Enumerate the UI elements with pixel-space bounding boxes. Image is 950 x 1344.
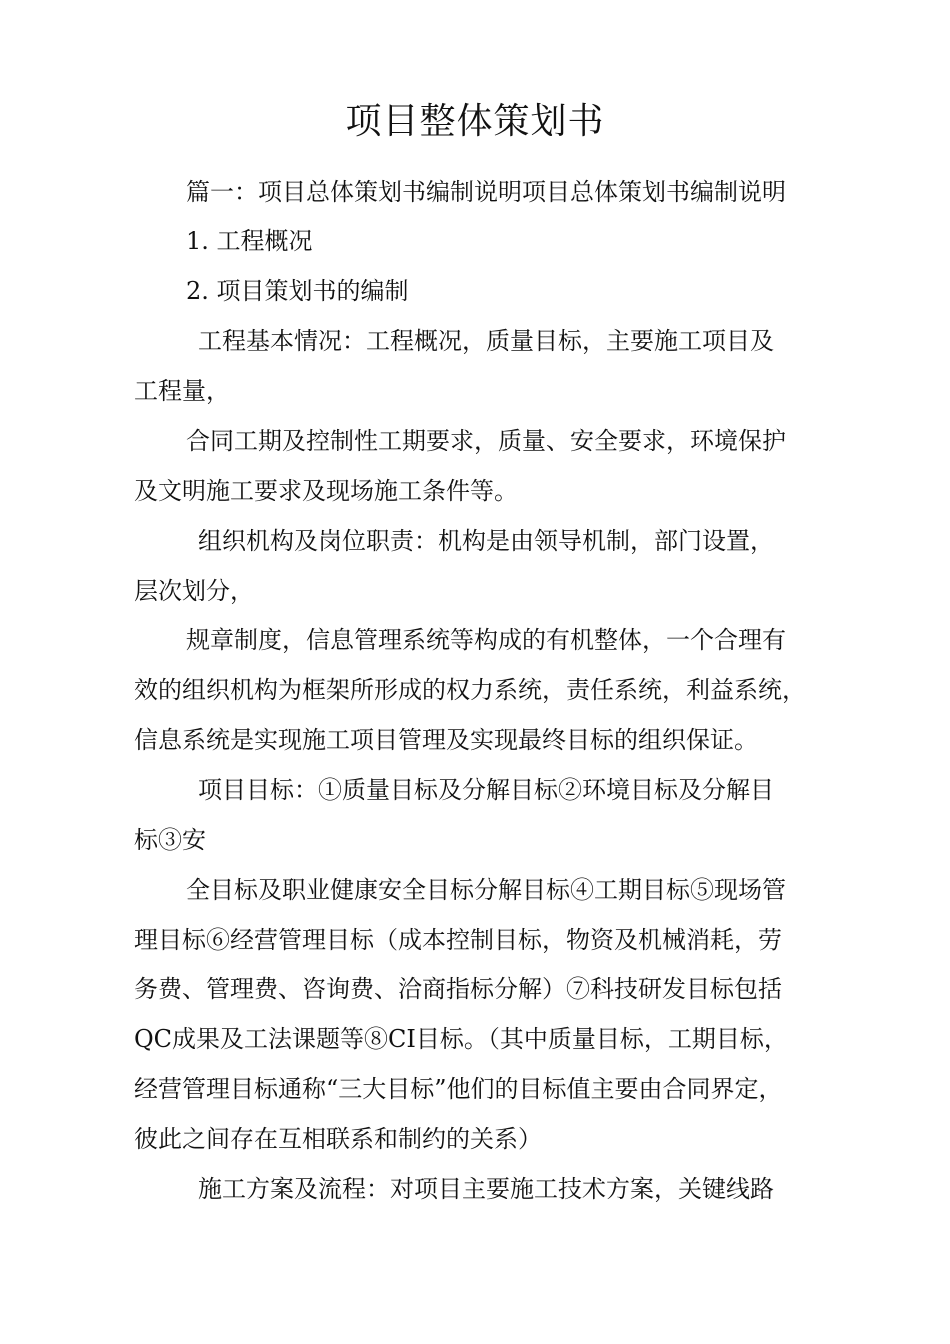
paragraph-line: QC成果及工法课题等⑧CI目标。（其中质量目标，工期目标，	[134, 1025, 788, 1053]
paragraph-line: 理目标⑥经营管理目标（成本控制目标，物资及机械消耗，劳	[134, 926, 782, 954]
paragraph-line: 彼此之间存在互相联系和制约的关系）	[134, 1125, 542, 1153]
paragraph-line: 信息系统是实现施工项目管理及实现最终目标的组织保证。	[134, 726, 758, 754]
paragraph-line: 组织机构及岗位职责：机构是由领导机制，部门设置，	[198, 527, 774, 555]
paragraph-line: 项目目标：①质量目标及分解目标②环境目标及分解目	[198, 776, 774, 804]
paragraph-line: 合同工期及控制性工期要求，质量、安全要求，环境保护	[186, 427, 786, 455]
paragraph-line: 及文明施工要求及现场施工条件等。	[134, 477, 518, 505]
paragraph-line: 效的组织机构为框架所形成的权力系统，责任系统，利益系统，	[134, 676, 806, 704]
paragraph-line: 经营管理目标通称“三大目标”他们的目标值主要由合同界定，	[134, 1075, 783, 1103]
paragraph-line: 标③安	[134, 826, 206, 854]
document-title: 项目整体策划书	[345, 101, 605, 142]
paragraph-line: 工程量，	[134, 377, 230, 405]
paragraph-line: 工程基本情况：工程概况，质量目标，主要施工项目及	[198, 327, 774, 355]
paragraph-line: 2. 项目策划书的编制	[186, 277, 409, 305]
paragraph-line: 全目标及职业健康安全目标分解目标④工期目标⑤现场管	[186, 876, 786, 904]
paragraph-line: 务费、管理费、咨询费、洽商指标分解）⑦科技研发目标包括	[134, 975, 782, 1003]
paragraph-line: 规章制度，信息管理系统等构成的有机整体，一个合理有	[186, 626, 786, 654]
paragraph-line: 1. 工程概况	[186, 227, 313, 255]
paragraph-line: 层次划分，	[134, 577, 254, 605]
paragraph-line: 施工方案及流程：对项目主要施工技术方案，关键线路	[198, 1175, 774, 1203]
paragraph-line: 篇一：项目总体策划书编制说明项目总体策划书编制说明	[186, 178, 786, 206]
